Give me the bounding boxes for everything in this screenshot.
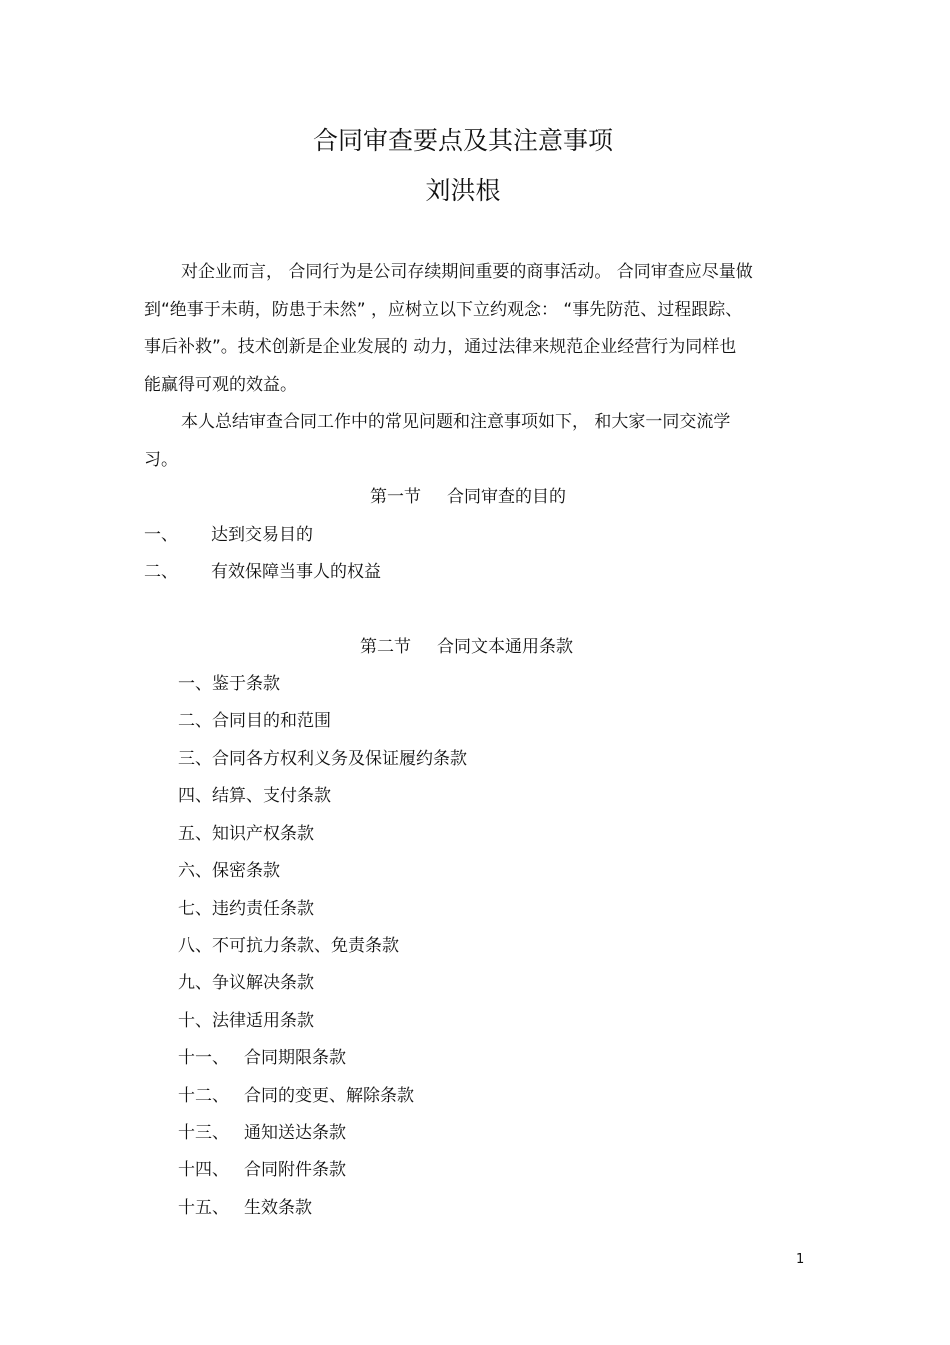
list-item-number: 一、 (178, 674, 212, 694)
list-item-number: 二、 (178, 711, 212, 731)
list-item-number: 十四、 (178, 1160, 229, 1180)
list-item-number: 一、 (144, 525, 178, 545)
intro-line-3: 事后补救”。技术创新是企业发展的 动力，通过法律来规范企业经营行为同样也 (144, 337, 737, 357)
page-number: 1 (796, 1252, 805, 1267)
intro-line-1: 对企业而言， 合同行为是公司存续期间重要的商事活动。 合同审查应尽量做 (181, 262, 753, 282)
list-item (144, 524, 313, 546)
list-item (178, 710, 331, 732)
list-item (178, 898, 314, 920)
list-item-text: 合同的变更、解除条款 (244, 1086, 414, 1106)
list-item-number: 十三、 (178, 1123, 229, 1143)
list-item-number: 九、 (178, 973, 212, 993)
list-item-text: 合同各方权利义务及保证履约条款 (212, 749, 467, 769)
section-2-label: 第二节 (360, 637, 411, 657)
list-item-number: 三、 (178, 749, 212, 769)
list-item-text: 知识产权条款 (212, 824, 314, 844)
section-2-title: 合同文本通用条款 (437, 637, 573, 657)
list-item (144, 561, 381, 583)
section-1-title: 合同审查的目的 (447, 487, 566, 507)
list-item-number: 五、 (178, 824, 212, 844)
intro-line-4: 能赢得可观的效益。 (144, 375, 297, 395)
summary-line-2: 习。 (144, 450, 178, 470)
section-1-heading (370, 486, 566, 508)
list-item-text: 生效条款 (244, 1198, 312, 1218)
list-item (178, 673, 280, 695)
list-item-text: 达到交易目的 (211, 525, 313, 545)
list-item (178, 823, 314, 845)
list-item (178, 1159, 346, 1181)
list-item (178, 1010, 314, 1032)
list-item (178, 935, 399, 957)
list-item-number: 八、 (178, 936, 212, 956)
list-item-text: 鉴于条款 (212, 674, 280, 694)
list-item-text: 有效保障当事人的权益 (211, 562, 381, 582)
list-item-text: 争议解决条款 (212, 973, 314, 993)
list-item-text: 合同附件条款 (244, 1160, 346, 1180)
document-title: 合同审查要点及其注意事项 (312, 126, 613, 155)
list-item-text: 合同目的和范围 (212, 711, 331, 731)
list-item (178, 1085, 414, 1107)
document-author: 刘洪根 (425, 176, 501, 205)
list-item (178, 1047, 346, 1069)
list-item-number: 六、 (178, 861, 212, 881)
list-item-text: 违约责任条款 (212, 899, 314, 919)
intro-line-2: 到“绝事于未萌，防患于未然” ，应树立以下立约观念： “事先防范、过程跟踪、 (144, 300, 743, 320)
list-item-text: 不可抗力条款、免责条款 (212, 936, 399, 956)
list-item-text: 结算、支付条款 (212, 786, 331, 806)
summary-line-1: 本人总结审查合同工作中的常见问题和注意事项如下， 和大家一同交流学 (181, 412, 731, 432)
list-item (178, 785, 331, 807)
list-item-number: 四、 (178, 786, 212, 806)
section-2-heading (360, 636, 573, 658)
list-item-text: 法律适用条款 (212, 1011, 314, 1031)
list-item (178, 1197, 312, 1219)
list-item-number: 二、 (144, 562, 178, 582)
list-item-number: 七、 (178, 899, 212, 919)
list-item (178, 748, 467, 770)
section-1-label: 第一节 (370, 487, 421, 507)
list-item-number: 十五、 (178, 1198, 229, 1218)
list-item-text: 通知送达条款 (244, 1123, 346, 1143)
list-item-number: 十一、 (178, 1048, 229, 1068)
list-item-text: 合同期限条款 (244, 1048, 346, 1068)
list-item (178, 1122, 346, 1144)
list-item-number: 十、 (178, 1011, 212, 1031)
list-item-text: 保密条款 (212, 861, 280, 881)
list-item-number: 十二、 (178, 1086, 229, 1106)
list-item (178, 972, 314, 994)
list-item (178, 860, 280, 882)
